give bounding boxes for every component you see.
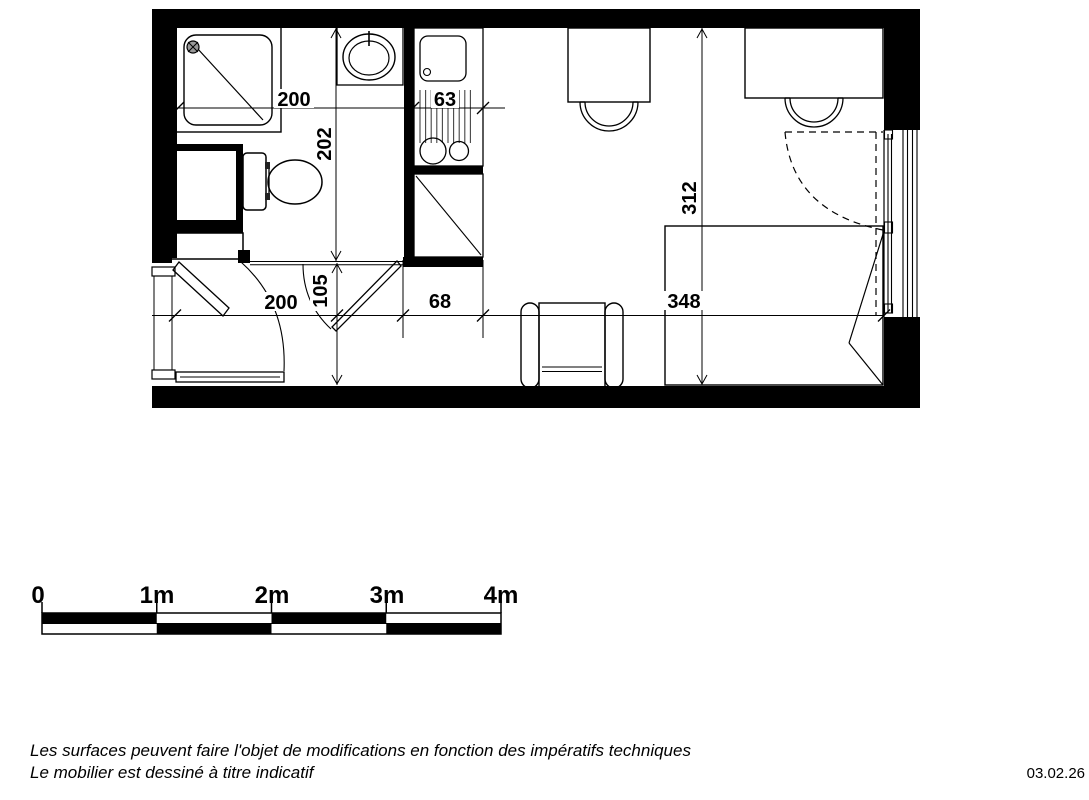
- kitchen-unit-separator: [414, 166, 483, 174]
- scale-label-2m: 2m: [254, 582, 290, 609]
- door-jamb: [152, 370, 175, 379]
- window-leaf-dashed: [785, 132, 883, 316]
- scale-bar-labels: [31, 582, 518, 609]
- footer-date: 03.02.26: [1026, 765, 1085, 782]
- kitchen-sink: [420, 36, 466, 81]
- footer: [30, 741, 1085, 782]
- window-leaf-open: [849, 231, 884, 385]
- wall-top: [152, 9, 920, 28]
- footer-note-line2: Le mobilier est dessiné à titre indicatif: [30, 763, 314, 782]
- dim-kitchen-width: [426, 291, 454, 313]
- wall-right-lower: [884, 317, 920, 408]
- dim-label-200-bottom: 200: [264, 292, 298, 314]
- wall-bath-south-stub: [238, 250, 250, 263]
- scale-label-3m: 3m: [369, 582, 405, 609]
- desk-right: [745, 28, 883, 98]
- hall-closet: [176, 372, 284, 382]
- wall-bath-south-left: [152, 250, 172, 263]
- entry-door: [173, 262, 284, 371]
- sink-drain-icon: [424, 69, 431, 76]
- scale-bar-ticks: [42, 602, 501, 613]
- kitchenette: [414, 28, 483, 257]
- entry-door-swing: [241, 262, 284, 371]
- wall-bottom: [152, 386, 920, 408]
- dim-bath-depth: [314, 124, 336, 164]
- scale-label-4m: 4m: [483, 582, 519, 609]
- dim-label-312: 312: [679, 181, 701, 215]
- burner-large-icon: [420, 138, 446, 164]
- chair-right: [785, 98, 843, 127]
- wall-kitchen-divider: [404, 28, 414, 259]
- wall-kitchen-base: [403, 257, 483, 267]
- footer-note-line1: Les surfaces peuvent faire l'objet de modifications en fonction des impératifs techniques: [30, 741, 691, 760]
- dim-kitchen-counter: [431, 89, 459, 111]
- scale-label-1m: 1m: [139, 582, 175, 609]
- shower: [176, 27, 281, 132]
- toilet-hinge: [265, 193, 270, 200]
- dim-bath-width: [274, 89, 314, 111]
- wall-right-upper: [884, 9, 920, 130]
- chair-left: [580, 102, 638, 131]
- toilet: [243, 153, 322, 210]
- dim-hall-depth: [310, 271, 332, 311]
- entry-hall: [152, 261, 401, 382]
- washbasin: [337, 27, 403, 85]
- dim-label-202: 202: [314, 127, 336, 161]
- door-jamb: [152, 267, 175, 276]
- scale-label-0: 0: [31, 582, 45, 609]
- dim-label-68: 68: [428, 291, 452, 313]
- dim-label-348: 348: [667, 291, 701, 313]
- dim-room-width: [664, 291, 704, 313]
- walls: [152, 9, 920, 408]
- toilet-hinge: [265, 162, 270, 169]
- dim-label-105: 105: [310, 274, 332, 308]
- dim-label-63: 63: [433, 89, 457, 111]
- duct-shaft-lower: [170, 233, 243, 259]
- dim-hall-width: [261, 292, 301, 314]
- burner-small-icon: [450, 142, 469, 161]
- desk-left: [568, 28, 650, 102]
- scale-bar: [31, 582, 518, 634]
- dim-room-depth: [679, 178, 701, 218]
- dim-label-200-top: 200: [277, 89, 311, 111]
